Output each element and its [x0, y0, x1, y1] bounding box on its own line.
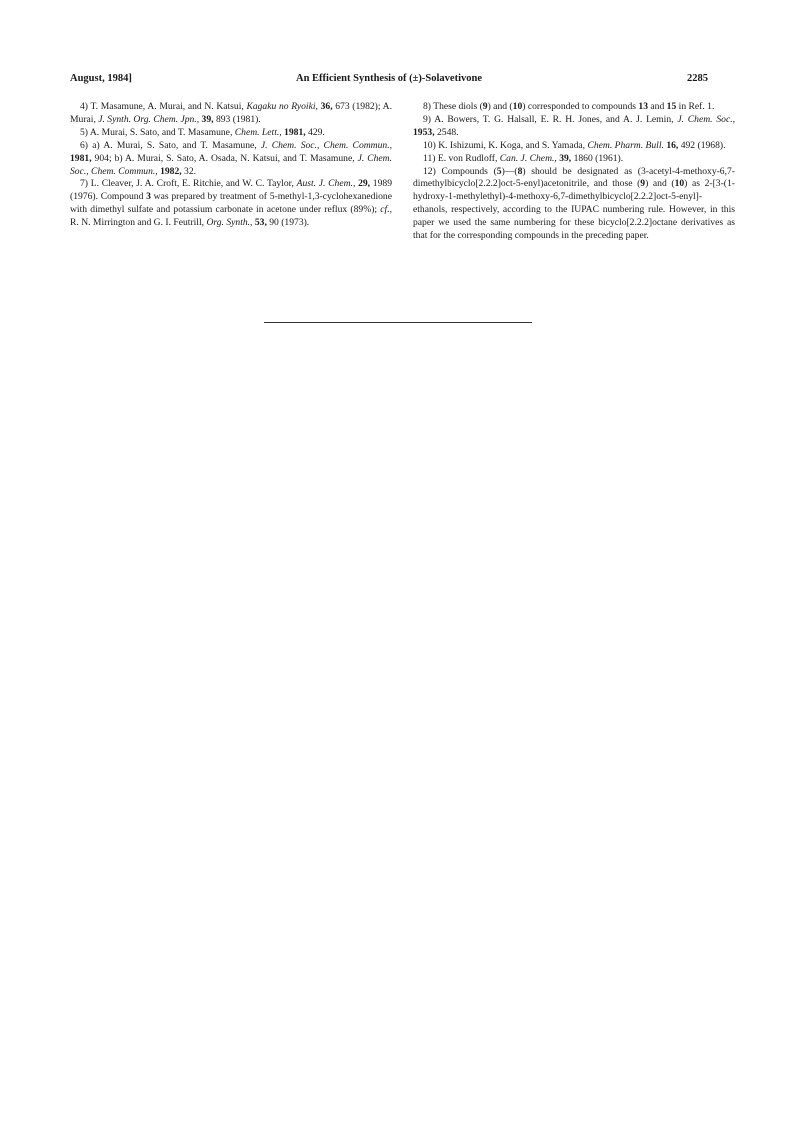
references-right-column — [413, 101, 735, 243]
end-rule — [264, 322, 532, 323]
reference-12: 12) Compounds (5)—(8) should be designated as (3-acetyl-4-methoxy-6,7-dimethylbicyclo[2.2.2]oct-5-enyl)acetonitrile, and those (9) and (10) as 2-[3-(1-hydroxy-1-methylethyl)-4-methoxy-6,7-dimethylbicyclo[2.2.2]oct-5-enyl]-ethanols, respectively, according to the IUPAC numbering rule. However, in this paper we used the same numbering for these bicyclo[2.2.2]octane derivatives as that for the corresponding compounds in the preceding paper. — [413, 165, 735, 242]
reference-11: 11) E. von Rudloff, Can. J. Chem., 39, 1860 (1961). — [423, 152, 624, 164]
references-left-column — [70, 101, 392, 230]
running-title: An Efficient Synthesis of (±)-Solavetivone — [295, 73, 482, 84]
reference-5: 5) A. Murai, S. Sato, and T. Masamune, Chem. Lett., 1981, 429. — [80, 126, 325, 138]
reference-8: 8) These diols (9) and (10) corresponded to compounds 13 and 15 in Ref. 1. — [423, 101, 715, 112]
page-number: 2285 — [687, 73, 708, 84]
reference-9: 9) A. Bowers, T. G. Halsall, E. R. H. Jones, and A. J. Lemin, J. Chem. Soc., 1953, 2548. — [413, 113, 735, 138]
reference-6: 6) a) A. Murai, S. Sato, and T. Masamune, J. Chem. Soc., Chem. Commun., 1981, 904; b) A. Murai, S. Sato, A. Osada, N. Katsui, and T. Masamune, J. Chem. Soc., Chem. Commun., 1982, 32. — [70, 139, 392, 177]
journal-date: August, 1984] — [70, 73, 132, 84]
reference-7: 7) L. Cleaver, J. A. Croft, E. Ritchie, and W. C. Taylor, Aust. J. Chem., 29, 1989 (1976). Compound 3 was prepared by treatment of 5-methyl-1,3-cyclohexanedione with dimethyl sulfate and potassium carbonate in acetone under reflux (89%); cf., R. N. Mirrington and G. I. Feutrill, Org. Synth., 53, 90 (1973). — [70, 178, 392, 229]
reference-10: 10) K. Ishizumi, K. Koga, and S. Yamada, Chem. Pharm. Bull. 16, 492 (1968). — [423, 139, 726, 151]
reference-4: 4) T. Masamune, A. Murai, and N. Katsui, Kagaku no Ryoiki, 36, 673 (1982); A. Murai, J. Synth. Org. Chem. Jpn., 39, 893 (1981). — [70, 101, 393, 125]
running-head — [70, 73, 708, 87]
